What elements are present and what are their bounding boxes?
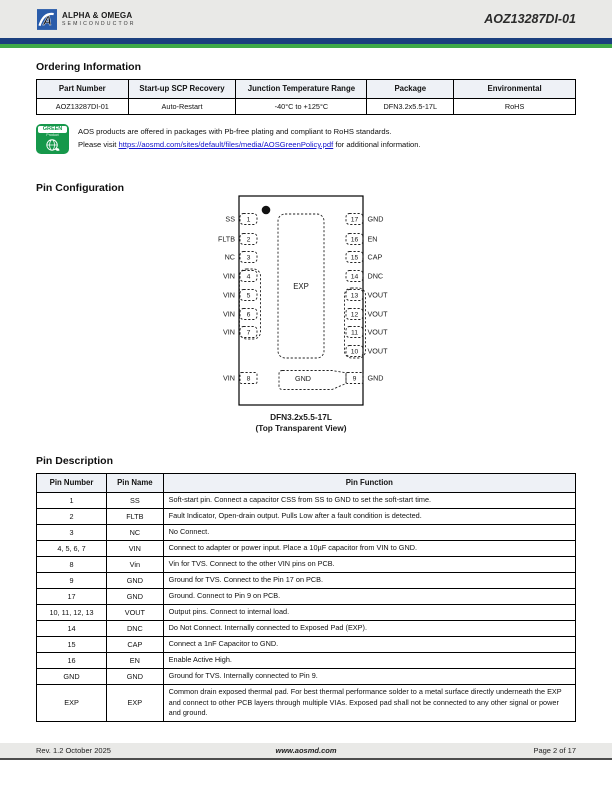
ordering-cell: -40°C to +125°C <box>236 99 367 115</box>
ordering-cell: AOZ13287DI-01 <box>37 99 129 115</box>
green-policy-link[interactable]: https://aosmd.com/sites/default/files/media/AOSGreenPolicy.pdf <box>118 140 334 149</box>
pin-number-cell: 1 <box>37 493 107 509</box>
package-caption-line1: DFN3.2x5.5-17L <box>270 412 332 422</box>
pin-function-cell: Common drain exposed thermal pad. For best thermal performance solder to a metal surface directly underneath the EXP and connect to other PCB layers through multiple VIAs. Exposed pad shall not be connected to any other signal or power and ground. <box>163 685 575 722</box>
green-note-line1: AOS products are offered in packages with Pb-free plating and compliant to RoHS standards. <box>78 127 392 136</box>
pin-name-cell: Vin <box>107 557 164 573</box>
ordering-col-header: Package <box>367 80 454 99</box>
pin-number-cell: 9 <box>37 573 107 589</box>
pin-label: EN <box>367 234 378 244</box>
ordering-col-header: Junction Temperature Range <box>236 80 367 99</box>
pin-number: 5 <box>246 292 251 300</box>
pin1-indicator-dot <box>262 206 271 215</box>
pin-function-cell: Connect a 1nF Capacitor to GND. <box>163 637 575 653</box>
pin-table-row <box>37 573 576 589</box>
pin-function-cell: Fault Indicator, Open-drain output. Pulls Low after a fault condition is detected. <box>163 509 575 525</box>
website-text: www.aosmd.com <box>275 746 337 755</box>
ordering-table <box>36 79 576 115</box>
pin-number-cell: 4, 5, 6, 7 <box>37 541 107 557</box>
brand-name: ALPHA & OMEGA <box>62 11 133 20</box>
pin-label: GND <box>367 214 384 224</box>
ordering-table-header-row <box>37 80 576 99</box>
pin-function-cell: Ground. Connect to Pin 9 on PCB. <box>163 589 575 605</box>
ordering-col-header: Part Number <box>37 80 129 99</box>
pin-table-row <box>37 541 576 557</box>
pin-table-row <box>37 509 576 525</box>
pin-table-row <box>37 685 576 722</box>
package-caption-line2: (Top Transparent View) <box>255 423 347 433</box>
pin-table-col-header: Pin Name <box>107 474 164 493</box>
pin-table-col-header: Pin Number <box>37 474 107 493</box>
pin-number-cell: 8 <box>37 557 107 573</box>
pin-table-row <box>37 653 576 669</box>
pin-number: 16 <box>350 236 359 244</box>
pin-name-cell: GND <box>107 573 164 589</box>
header-stripe-green <box>0 44 612 48</box>
pin-label: VIN <box>223 373 235 383</box>
pin-number: 17 <box>350 216 359 224</box>
green-policy-note <box>36 124 576 154</box>
pin-label: VIN <box>223 271 235 281</box>
pin-function-cell: Soft-start pin. Connect a capacitor CSS from SS to GND to set the soft-start time. <box>163 493 575 509</box>
part-number-title: AOZ13287DI-01 <box>484 12 576 26</box>
pin-function-cell: Connect to adapter or power input. Place a 10µF capacitor from VIN to GND. <box>163 541 575 557</box>
exp-pad-label: EXP <box>293 282 309 291</box>
page-content <box>0 61 612 722</box>
gnd-pad-label: GND <box>295 373 311 383</box>
pin-label: SS <box>225 214 235 224</box>
pin-table-col-header: Pin Function <box>163 474 575 493</box>
pin-config-heading: Pin Configuration <box>36 182 125 194</box>
pin-table-row <box>37 525 576 541</box>
pin-number-cell: 17 <box>37 589 107 605</box>
pin-number: 7 <box>246 329 251 337</box>
pin-number: 10 <box>350 348 359 356</box>
pin-table-header-row <box>37 474 576 493</box>
pin-number: 9 <box>352 375 357 383</box>
pin-name-cell: NC <box>107 525 164 541</box>
pin-table-row <box>37 605 576 621</box>
pin-description-table <box>36 473 576 722</box>
pin-label: VIN <box>223 290 235 300</box>
pin-number: 15 <box>350 254 359 262</box>
pin-name-cell: DNC <box>107 621 164 637</box>
pin-number-cell: 10, 11, 12, 13 <box>37 605 107 621</box>
pin-function-cell: Ground for TVS. Internally connected to Pin 9. <box>163 669 575 685</box>
pin-name-cell: VOUT <box>107 605 164 621</box>
pin-name-cell: FLTB <box>107 509 164 525</box>
pin-number: 12 <box>350 311 359 319</box>
pin-label: NC <box>224 252 235 262</box>
pin-label: VOUT <box>367 309 388 319</box>
pin-table-row <box>37 589 576 605</box>
pin-number: 4 <box>246 273 251 281</box>
pin-number: 11 <box>350 329 359 337</box>
pin-label: VIN <box>223 327 235 337</box>
pin-number: 13 <box>350 292 359 300</box>
pin-number-cell: 14 <box>37 621 107 637</box>
revision-text: Rev. 1.2 October 2025 <box>36 746 111 755</box>
pin-number: 8 <box>246 375 251 383</box>
ordering-info-heading: Ordering Information <box>36 61 141 73</box>
page-header <box>0 0 612 38</box>
pin-number-cell: 3 <box>37 525 107 541</box>
green-note-line2: Please visit https://aosmd.com/sites/default/files/media/AOSGreenPolicy.pdf for additional information. <box>78 140 421 149</box>
aos-logo <box>37 9 136 30</box>
pin-label: CAP <box>367 252 383 262</box>
svg-text:A: A <box>42 13 52 28</box>
pin-function-cell: Enable Active High. <box>163 653 575 669</box>
pin-number: 6 <box>246 311 251 319</box>
pin-number-cell: 2 <box>37 509 107 525</box>
pin-name-cell: EXP <box>107 685 164 722</box>
pin-table-row <box>37 669 576 685</box>
pin-name-cell: CAP <box>107 637 164 653</box>
pin-number: 1 <box>246 216 251 224</box>
gnd-pad <box>279 371 346 390</box>
pin-label: VIN <box>223 309 235 319</box>
aos-logo-icon <box>37 9 57 30</box>
pin-label: VOUT <box>367 290 388 300</box>
pin-number: 14 <box>350 273 359 281</box>
brand-subname: SEMICONDUCTOR <box>62 21 136 27</box>
pin-function-cell: Do Not Connect. Internally connected to Exposed Pad (EXP). <box>163 621 575 637</box>
pin-name-cell: SS <box>107 493 164 509</box>
ordering-cell: DFN3.2x5.5-17L <box>367 99 454 115</box>
pin-label: VOUT <box>367 327 388 337</box>
pin-table-row <box>37 637 576 653</box>
badge-product-label: Product <box>46 133 59 137</box>
page-number-text: Page 2 of 17 <box>533 746 576 755</box>
badge-green-label: GREEN <box>38 126 67 133</box>
pin-function-cell: Ground for TVS. Connect to the Pin 17 on PCB. <box>163 573 575 589</box>
green-product-badge-icon <box>36 124 69 154</box>
pin-label: GND <box>367 373 384 383</box>
ordering-col-header: Environmental <box>454 80 576 99</box>
ordering-cell: RoHS <box>454 99 576 115</box>
ordering-cell: Auto-Restart <box>128 99 236 115</box>
pin-name-cell: GND <box>107 589 164 605</box>
globe-leaf-icon <box>45 138 60 152</box>
pin-number-cell: 16 <box>37 653 107 669</box>
pin-table-row <box>37 557 576 573</box>
pin-label: FLTB <box>217 234 235 244</box>
ordering-table-data-row <box>37 99 576 115</box>
pin-number-cell: GND <box>37 669 107 685</box>
pin-number: 2 <box>246 236 251 244</box>
pin-name-cell: EN <box>107 653 164 669</box>
pin-function-cell: Vin for TVS. Connect to the other VIN pins on PCB. <box>163 557 575 573</box>
pin-table-row <box>37 621 576 637</box>
ordering-col-header: Start-up SCP Recovery <box>128 80 236 99</box>
pin-configuration-diagram <box>200 187 420 447</box>
pin-number-cell: 15 <box>37 637 107 653</box>
pin-name-cell: VIN <box>107 541 164 557</box>
pin-number-cell: EXP <box>37 685 107 722</box>
pin-table-row <box>37 493 576 509</box>
pin-function-cell: No Connect. <box>163 525 575 541</box>
pin-number: 3 <box>246 254 251 262</box>
pin-name-cell: GND <box>107 669 164 685</box>
pin-desc-heading: Pin Description <box>36 455 114 467</box>
page-footer <box>0 743 612 760</box>
pin-function-cell: Output pins. Connect to internal load. <box>163 605 575 621</box>
pin-label: DNC <box>367 271 384 281</box>
pin-label: VOUT <box>367 346 388 356</box>
